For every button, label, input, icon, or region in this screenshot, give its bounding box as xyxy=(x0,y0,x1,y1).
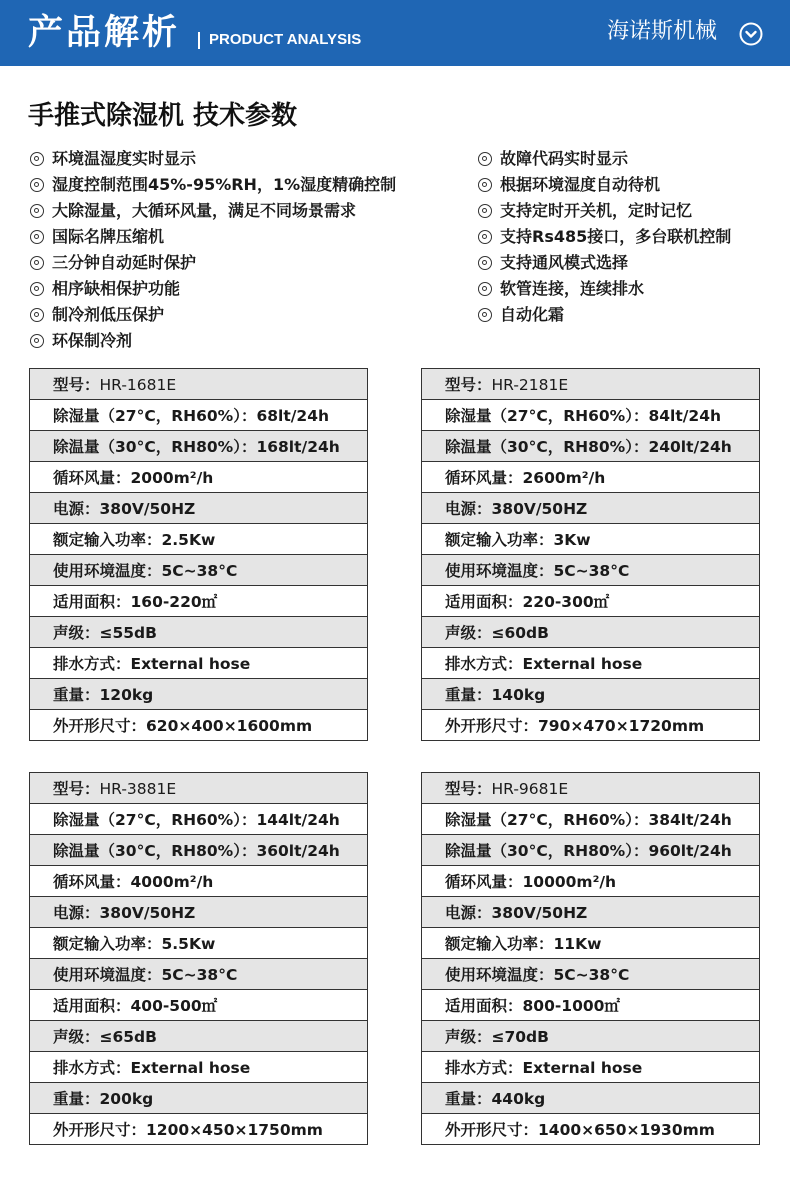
spec-model: 型号：HR-3881E xyxy=(30,773,368,804)
chevron-down-circle-icon[interactable] xyxy=(739,22,763,46)
spec-row: 适用面积：160-220㎡ xyxy=(30,586,368,617)
bullet-icon xyxy=(478,204,492,218)
spec-row: 额定输入功率：3Kw xyxy=(422,524,760,555)
spec-model: 型号：HR-1681E xyxy=(30,369,368,400)
feature-item: 环保制冷剂 xyxy=(30,328,396,354)
spec-row: 重量：200kg xyxy=(30,1083,368,1114)
feature-item: 自动化霜 xyxy=(478,302,731,328)
bullet-icon xyxy=(30,308,44,322)
spec-row: 除湿量（27°C，RH60%）：144lt/24h xyxy=(30,804,368,835)
bullet-icon xyxy=(30,282,44,296)
spec-row: 电源：380V/50HZ xyxy=(30,897,368,928)
bullet-icon xyxy=(30,178,44,192)
page-title: 手推式除湿机 技术参数 xyxy=(28,101,298,131)
spec-row: 使用环境温度：5C~38°C xyxy=(422,959,760,990)
spec-row: 除温量（30°C，RH80%）：960lt/24h xyxy=(422,835,760,866)
spec-row: 除湿量（27°C，RH60%）：84lt/24h xyxy=(422,400,760,431)
spec-row: 声级：≤70dB xyxy=(422,1021,760,1052)
spec-row: 循环风量：4000m²/h xyxy=(30,866,368,897)
spec-row: 除湿量（27°C，RH60%）：384lt/24h xyxy=(422,804,760,835)
spec-row: 电源：380V/50HZ xyxy=(30,493,368,524)
spec-row: 声级：≤65dB xyxy=(30,1021,368,1052)
feature-list-right xyxy=(478,146,731,328)
spec-row: 排水方式：External hose xyxy=(422,648,760,679)
bullet-icon xyxy=(30,230,44,244)
spec-table-hr-1681e xyxy=(29,368,368,741)
spec-row: 除温量（30°C，RH80%）：168lt/24h xyxy=(30,431,368,462)
feature-item: 故障代码实时显示 xyxy=(478,146,731,172)
spec-row: 外开形尺寸：1200×450×1750mm xyxy=(30,1114,368,1145)
bullet-icon xyxy=(478,178,492,192)
bullet-icon xyxy=(30,204,44,218)
spec-row: 循环风量：2000m²/h xyxy=(30,462,368,493)
spec-row: 使用环境温度：5C~38°C xyxy=(422,555,760,586)
feature-item: 环境温湿度实时显示 xyxy=(30,146,396,172)
bullet-icon xyxy=(478,152,492,166)
bullet-icon xyxy=(478,308,492,322)
feature-item: 支持定时开关机，定时记忆 xyxy=(478,198,731,224)
spec-row: 额定输入功率：11Kw xyxy=(422,928,760,959)
bullet-icon xyxy=(30,334,44,348)
spec-row: 外开形尺寸：1400×650×1930mm xyxy=(422,1114,760,1145)
feature-item: 相序缺相保护功能 xyxy=(30,276,396,302)
spec-row: 电源：380V/50HZ xyxy=(422,897,760,928)
spec-row: 使用环境温度：5C~38°C xyxy=(30,959,368,990)
spec-table-hr-3881e xyxy=(29,772,368,1145)
bullet-icon xyxy=(478,282,492,296)
spec-row: 除温量（30°C，RH80%）：360lt/24h xyxy=(30,835,368,866)
bullet-icon xyxy=(30,256,44,270)
header-banner xyxy=(0,0,790,66)
spec-row: 适用面积：400-500㎡ xyxy=(30,990,368,1021)
feature-item: 三分钟自动延时保护 xyxy=(30,250,396,276)
brand-name: 海诺斯机械 xyxy=(607,19,718,44)
spec-row: 排水方式：External hose xyxy=(30,1052,368,1083)
feature-item: 支持Rs485接口，多台联机控制 xyxy=(478,224,731,250)
spec-row: 额定输入功率：2.5Kw xyxy=(30,524,368,555)
feature-item: 根据环境湿度自动待机 xyxy=(478,172,731,198)
spec-table-hr-9681e xyxy=(421,772,760,1145)
spec-row: 外开形尺寸：790×470×1720mm xyxy=(422,710,760,741)
spec-model: 型号：HR-9681E xyxy=(422,773,760,804)
feature-item: 国际名牌压缩机 xyxy=(30,224,396,250)
feature-item: 制冷剂低压保护 xyxy=(30,302,396,328)
spec-row: 排水方式：External hose xyxy=(422,1052,760,1083)
feature-item: 支持通风模式选择 xyxy=(478,250,731,276)
bullet-icon xyxy=(478,256,492,270)
feature-item: 湿度控制范围45%-95%RH，1%湿度精确控制 xyxy=(30,172,396,198)
spec-row: 适用面积：220-300㎡ xyxy=(422,586,760,617)
spec-row: 重量：440kg xyxy=(422,1083,760,1114)
spec-row: 循环风量：10000m²/h xyxy=(422,866,760,897)
spec-row: 电源：380V/50HZ xyxy=(422,493,760,524)
spec-row: 额定输入功率：5.5Kw xyxy=(30,928,368,959)
spec-row: 声级：≤55dB xyxy=(30,617,368,648)
spec-row: 外开形尺寸：620×400×1600mm xyxy=(30,710,368,741)
feature-item: 大除湿量，大循环风量，满足不同场景需求 xyxy=(30,198,396,224)
bullet-icon xyxy=(30,152,44,166)
spec-row: 重量：140kg xyxy=(422,679,760,710)
feature-list-left xyxy=(30,146,396,354)
spec-row: 使用环境温度：5C~38°C xyxy=(30,555,368,586)
feature-item: 软管连接，连续排水 xyxy=(478,276,731,302)
spec-row: 循环风量：2600m²/h xyxy=(422,462,760,493)
spec-row: 除湿量（27°C，RH60%）：68lt/24h xyxy=(30,400,368,431)
header-title: 产品解析 xyxy=(28,13,181,53)
spec-row: 声级：≤60dB xyxy=(422,617,760,648)
spec-row: 排水方式：External hose xyxy=(30,648,368,679)
spec-model: 型号：HR-2181E xyxy=(422,369,760,400)
header-divider xyxy=(198,32,200,49)
header-subtitle: PRODUCT ANALYSIS xyxy=(209,31,362,48)
spec-row: 除温量（30°C，RH80%）：240lt/24h xyxy=(422,431,760,462)
spec-row: 重量：120kg xyxy=(30,679,368,710)
bullet-icon xyxy=(478,230,492,244)
spec-table-hr-2181e xyxy=(421,368,760,741)
spec-row: 适用面积：800-1000㎡ xyxy=(422,990,760,1021)
